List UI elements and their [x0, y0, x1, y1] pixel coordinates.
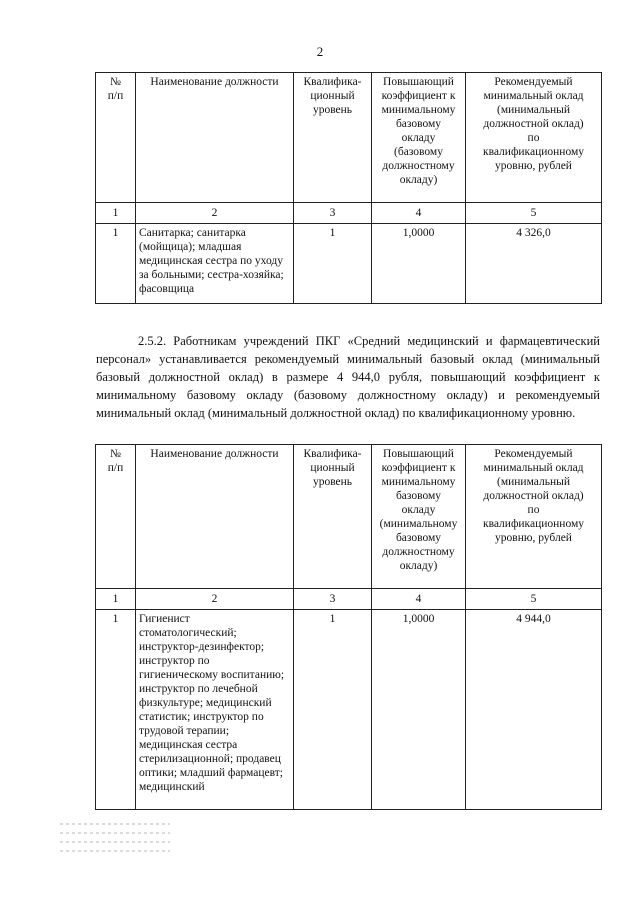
column-number: 2 [136, 589, 294, 610]
table-header-row [96, 445, 602, 589]
header-position: Наименование должности [136, 445, 294, 589]
row-level: 1 [294, 610, 372, 810]
header-position: Наименование должности [136, 73, 294, 203]
table-header-row [96, 73, 602, 203]
row-position: Гигиенист стоматологический; инструктор-дезинфектор; инструктор по гигиеническому воспитанию; инструктор по лечебной физкультуре; медицинский статистик; инструктор по трудовой терапии; медицинская сестра стерилизационной; продавец оптики; младший фармацевт; медицинский [136, 610, 294, 810]
header-num: № п/п [96, 445, 136, 589]
column-number: 1 [96, 589, 136, 610]
header-salary: Рекомендуемый минимальный оклад (минимальный должностной оклад) по квалификационному уровню, рублей [466, 73, 602, 203]
table-row [96, 224, 602, 304]
header-salary: Рекомендуемый минимальный оклад (минимальный должностной оклад) по квалификационному уровню, рублей [466, 445, 602, 589]
column-number: 3 [294, 589, 372, 610]
page-number: 2 [316, 44, 324, 59]
paragraph-text: 2.5.2. Работникам учреждений ПКГ «Средний медицинский и фармацевтический персонал» устанавливается рекомендуемый минимальный базовый оклад (минимальный базовый должностной оклад) в размере 4 944,0 рубля, повышающий коэффициент к минимальному базовому окладу (базовому должностному окладу) и рекомендуемый минимальный оклад (минимальный должностной оклад) по квалификационному уровню. [96, 334, 600, 420]
column-number: 2 [136, 203, 294, 224]
header-coef: Повышающий коэффициент к минимальному базовому окладу (минимальному базовому должностному окладу) [372, 445, 466, 589]
table-row [96, 610, 602, 810]
header-num: № п/п [96, 73, 136, 203]
column-number: 1 [96, 203, 136, 224]
row-num: 1 [96, 610, 136, 810]
header-level: Квалифика- ционный уровень [294, 445, 372, 589]
row-coef: 1,0000 [372, 610, 466, 810]
column-number: 4 [372, 203, 466, 224]
row-level: 1 [294, 224, 372, 304]
column-number: 4 [372, 589, 466, 610]
salary-table-2 [95, 444, 602, 810]
column-numbers-row [96, 203, 602, 224]
salary-table-1 [95, 72, 602, 304]
row-salary: 4 326,0 [466, 224, 602, 304]
column-number: 5 [466, 589, 602, 610]
column-number: 3 [294, 203, 372, 224]
column-number: 5 [466, 203, 602, 224]
row-num: 1 [96, 224, 136, 304]
row-salary: 4 944,0 [466, 610, 602, 810]
column-numbers-row [96, 589, 602, 610]
row-position: Санитарка; санитарка (мойщица); младшая медицинская сестра по уходу за больными; сестра-хозяйка; фасовщица [136, 224, 294, 304]
row-coef: 1,0000 [372, 224, 466, 304]
header-coef: Повышающий коэффициент к минимальному базовому окладу (базовому должностному окладу) [372, 73, 466, 203]
header-level: Квалифика- ционный уровень [294, 73, 372, 203]
faded-stamp-marks [60, 823, 170, 871]
paragraph-2-5-2 [96, 332, 600, 422]
